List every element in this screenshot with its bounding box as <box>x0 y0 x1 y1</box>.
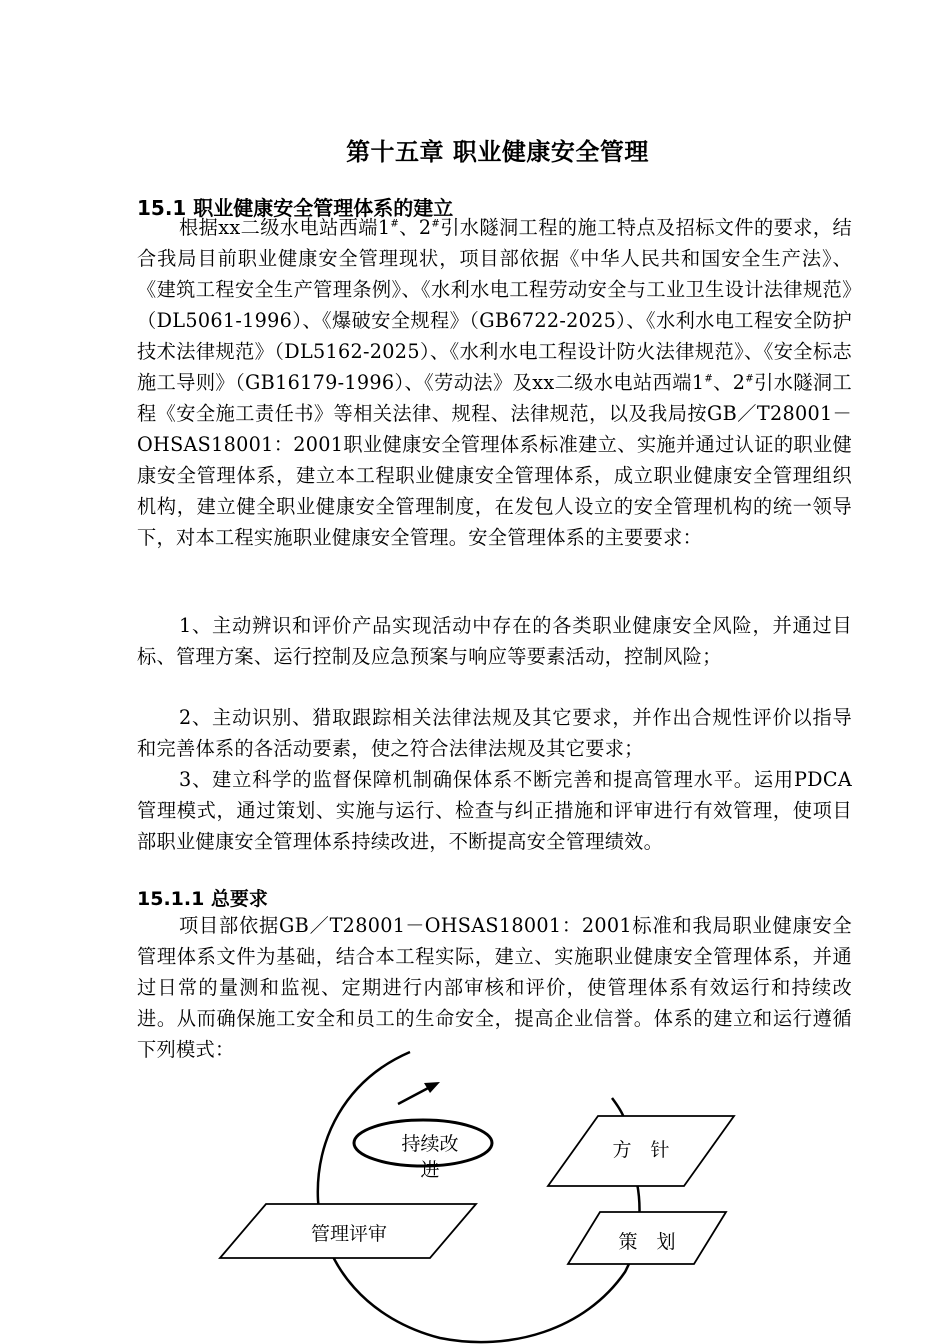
sup-mark: # <box>704 373 714 385</box>
management-review-label: 管理评审 <box>310 1223 388 1245</box>
intro-text-2: 、2 <box>399 216 432 239</box>
requirement-item-1: 1、主动辨识和评价产品实现活动中存在的各类职业健康安全风险，并通过目标、管理方案、运行控制及应急预案与响应等要素活动，控制风险； <box>137 614 852 668</box>
subsection-heading: 15.1.1 总要求 <box>137 888 268 910</box>
intro-text-4: 、2 <box>713 371 746 394</box>
section-heading: 15.1 职业健康安全管理体系的建立 <box>137 196 454 220</box>
chapter-title: 第十五章 职业健康安全管理 <box>346 138 649 166</box>
intro-paragraph <box>137 212 852 553</box>
requirement-item-2: 2、主动识别、猎取跟踪相关法律法规及其它要求，并作出合规性评价以指导和完善体系的各活动要素，使之符合法律法规及其它要求； <box>137 706 852 760</box>
intro-text-1: 根据xx二级水电站西端1 <box>179 216 391 239</box>
planning-label: 策 划 <box>618 1231 676 1253</box>
continuous-improvement-label: 持续改 <box>401 1133 459 1155</box>
requirement-item-3: 3、建立科学的监督保障机制确保体系不断完善和提高管理水平。运用PDCA管理模式，通过策划、实施与运行、检查与纠正措施和评审进行有效管理，使项目部职业健康安全管理体系持续改进，不断提高安全管理绩效。 <box>137 768 852 853</box>
arrow-head <box>424 1082 440 1093</box>
intro-text-5: 引水隧洞工程《安全施工责任书》等相关法律、规程、法律规范，以及我局按GB／T28001－OHSAS18001：2001职业健康安全管理体系标准建立、实施并通过认证的职业健康安全管理体系，建立本工程职业健康安全管理体系，成立职业健康安全管理组织机构，建立健全职业健康安全管理制度，在发包人设立的安全管理机构的统一领导下，对本工程实施职业健康安全管理。安全管理体系的主要要求： <box>137 371 853 549</box>
management-cycle-diagram <box>0 1040 950 1344</box>
sup-mark: # <box>390 218 400 230</box>
sup-mark: # <box>745 373 754 385</box>
general-requirement-paragraph: 项目部依据GB／T28001－OHSAS18001：2001标准和我局职业健康安全管理体系文件为基础，结合本工程实际，建立、实施职业健康安全管理体系，并通过日常的量测和监视、定期进行内部审核和评价，使管理体系有效运行和持续改进。从而确保施工安全和员工的生命安全，提高企业信誉。体系的建立和运行遵循下列模式： <box>137 914 852 1061</box>
policy-label: 方 针 <box>612 1139 670 1161</box>
cycle-arc <box>318 1052 640 1342</box>
intro-text-3: 引水隧洞工程的施工特点及招标文件的要求，结合我局目前职业健康安全管理现状，项目部依据《中华人民共和国安全生产法》、《建筑工程安全生产管理条例》、《水利水电工程劳动安全与工业卫生设计法律规范》（DL5061-1996）、《爆破安全规程》（GB6722-2025）、《水利水电工程安全防护技术法律规范》（DL5162-2025）、《水利水电工程设计防火法律规范》、《安全标志施工导则》（GB16179-1996）、《劳动法》及xx二级水电站西端1 <box>137 216 852 394</box>
sup-mark: # <box>431 218 441 230</box>
direction-arrow <box>398 1086 432 1104</box>
continuous-improvement-label-2: 进 <box>420 1159 440 1181</box>
cycle-arc-tail <box>612 1098 624 1118</box>
